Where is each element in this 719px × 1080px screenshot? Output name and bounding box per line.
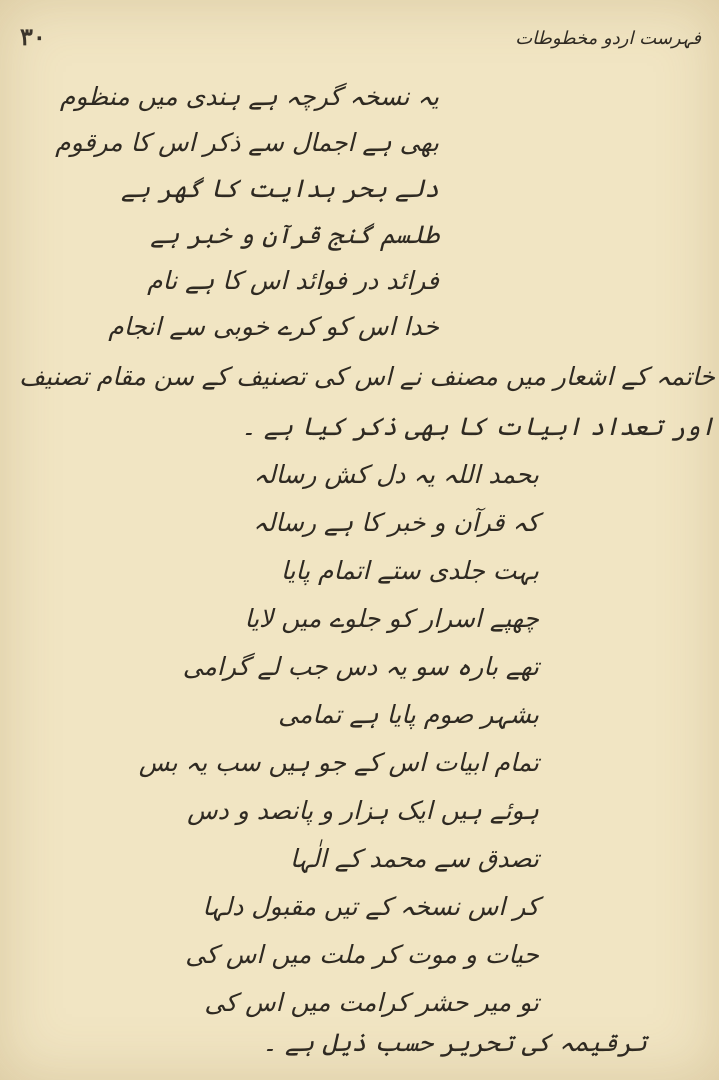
verse-line: بشہر صوم پایا ہے تمامی [278, 700, 539, 729]
verse-line: فرائد در فوائد اس کا ہے نام [147, 266, 439, 295]
verse-line: ہوئے ہیں ایک ہزار و پانصد و دس [187, 796, 539, 825]
verse-line: تصدق سے محمد کے الٰہا [289, 844, 539, 873]
verse-line: خدا اس کو کرے خوبی سے انجام [108, 312, 439, 341]
verse-line: حیات و موت کر ملت میں اس کی [185, 940, 539, 969]
verse-line: کہ قرآن و خبر کا ہے رسالہ [253, 508, 539, 537]
page-number: ۳۰ [20, 22, 46, 51]
verse-line: تھے بارہ سو یہ دس جب لے گرامی [182, 652, 539, 681]
verse-line: دلے بحر ہدایت کا گھر ہے [120, 174, 439, 203]
verse-line: بھی ہے اجمال سے ذکر اس کا مرقوم [55, 128, 439, 157]
prose-line: ترقیمہ کی تحریر حسب ذیل ہے ۔ [262, 1028, 647, 1057]
verse-line: بحمد اللہ یہ دل کش رسالہ [253, 460, 539, 489]
verse-line: چھپے اسرار کو جلوے میں لایا [244, 604, 539, 633]
verse-line: یہ نسخہ گرچہ ہے ہندی میں منظوم [59, 82, 439, 111]
verse-line: کر اس نسخہ کے تیں مقبول دلہا [202, 892, 539, 921]
running-header: فہرست اردو مخطوطات [515, 28, 701, 49]
prose-line: خاتمہ کے اشعار میں مصنف نے اس کی تصنیف کے سن مقام تصنیف [19, 362, 715, 391]
verse-line: تو میر حشر کرامت میں اس کی [204, 988, 539, 1017]
prose-line: اور تعداد ابیات کا بھی ذکر کیا ہے ۔ [241, 412, 715, 441]
verse-line: بہت جلدی ستے اتمام پایا [280, 556, 539, 585]
verse-line: تمام ابیات اس کے جو ہیں سب یہ بس [138, 748, 539, 777]
verse-line: طلسم گنج قرآن و خبر ہے [150, 220, 439, 249]
